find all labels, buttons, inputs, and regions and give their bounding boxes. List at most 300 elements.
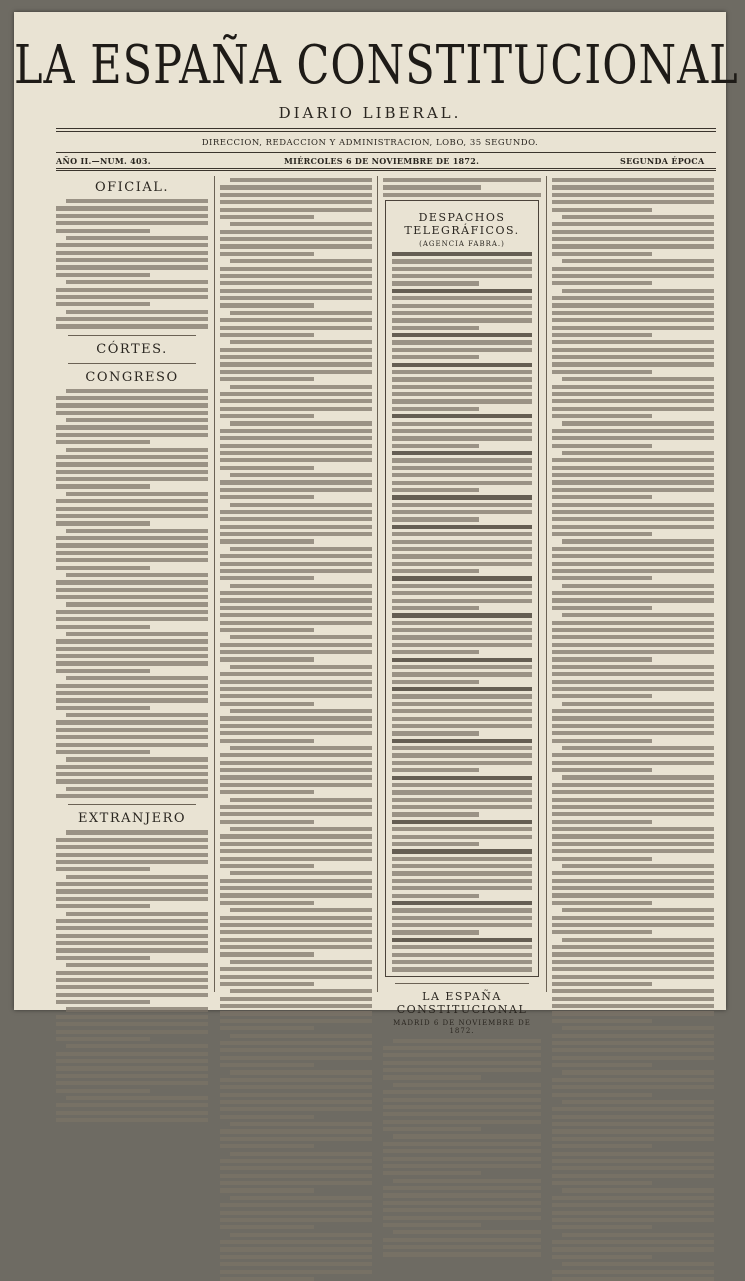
text-line [552,554,714,558]
text-line [220,252,314,256]
text-line [56,985,208,989]
text-line [392,930,479,934]
text-line [56,595,208,599]
text-line [552,997,714,1001]
text-line [392,761,532,765]
text-line [56,971,208,975]
text-line [392,540,532,544]
text-line [220,392,372,396]
text-line [392,591,532,595]
text-line [220,1225,314,1229]
text-line [220,1137,372,1141]
text-line [552,893,714,897]
text-line [220,1277,314,1281]
text-line [552,326,714,330]
text-line [392,672,532,676]
text-line [66,418,208,422]
text-line [56,1000,150,1004]
text-line [230,311,372,315]
text-line [392,776,532,780]
text-line [562,1026,714,1030]
text-line [552,871,714,875]
article-oficial [56,199,208,329]
text-line [392,923,532,927]
text-line [56,470,208,474]
text-line [552,635,714,639]
text-line [383,1090,541,1094]
text-line [230,1070,372,1074]
text-line [392,606,479,610]
text-line [220,1240,372,1244]
text-line [56,1022,208,1026]
column-3 [383,174,541,1035]
text-line [392,311,532,315]
text-line [562,539,714,543]
text-line [220,510,372,514]
text-line [552,340,714,344]
masthead-subtitle: DIARIO LIBERAL. [278,104,462,122]
text-line [552,274,714,278]
text-line [56,853,208,857]
text-line [392,739,532,743]
text-line [220,458,372,462]
issue-epoch: SEGUNDA ÉPOCA [620,156,705,166]
text-line [220,348,372,352]
text-line [66,602,208,606]
text-line [392,422,532,426]
text-line [552,414,652,418]
text-line [220,429,372,433]
text-line [392,901,532,905]
text-line [220,362,372,366]
text-line [220,680,372,684]
text-line [220,237,372,241]
section-heading-despachos: DESPACHOS TELEGRÁFICOS. [404,210,520,237]
text-line [552,606,652,610]
text-line [392,849,532,853]
dateline-rule-bottom [56,168,716,169]
text-line [56,1111,208,1115]
text-line [552,1240,714,1244]
text-line [66,448,208,452]
text-line [56,462,208,466]
text-line [220,318,372,322]
text-line [392,687,532,691]
text-line [383,1216,541,1220]
text-line [552,444,652,448]
text-line [552,1174,714,1178]
text-line [392,385,532,389]
text-line [56,588,208,592]
text-line [220,1166,372,1170]
text-line [220,702,314,706]
text-line [220,495,314,499]
section-heading-cortes: CÓRTES. [96,341,168,357]
text-line [220,230,372,234]
text-line [392,635,532,639]
text-line [552,1048,714,1052]
text-line [220,886,372,890]
text-line [66,280,208,284]
article-congreso [56,389,208,799]
text-line [220,200,372,204]
text-line [56,324,208,328]
text-line [56,867,150,871]
text-line [392,871,532,875]
text-line [552,1166,714,1170]
text-line [220,444,372,448]
text-line [383,1061,541,1065]
text-line [552,407,714,411]
text-line [392,812,479,816]
text-line [552,857,652,861]
text-line [552,1159,714,1163]
text-line [220,650,372,654]
text-line [552,385,714,389]
text-line [383,1105,541,1109]
text-line [552,716,714,720]
text-line [56,265,208,269]
text-line [56,396,208,400]
text-line [562,908,714,912]
text-line [230,178,372,182]
text-line [56,1118,208,1122]
text-line [220,952,314,956]
section-heading-extranjero: EXTRANJERO [77,811,187,827]
text-line [56,295,208,299]
text-line [230,259,372,263]
column-separator [546,176,547,992]
text-line [383,1149,541,1153]
text-line [562,289,714,293]
text-line [562,1188,714,1192]
text-line [552,1247,714,1251]
text-line [220,812,372,816]
text-line [220,274,372,278]
text-line [392,731,479,735]
text-line [220,185,372,189]
text-line [552,318,714,322]
text-line [220,488,372,492]
text-line [56,625,150,629]
text-line [56,543,208,547]
text-line [552,311,714,315]
text-line [552,687,714,691]
text-line [552,510,714,514]
text-line [383,1068,541,1072]
text-line [220,466,314,470]
text-line [552,621,714,625]
text-line [552,916,714,920]
text-line [552,576,652,580]
text-line [56,941,208,945]
text-line [220,1063,314,1067]
text-line [562,584,714,588]
text-line [220,982,314,986]
text-line [552,1041,714,1045]
text-line [552,930,652,934]
text-line [552,466,714,470]
text-line [552,834,714,838]
text-line [393,1134,541,1138]
text-line [562,775,714,779]
text-line [56,617,208,621]
text-line [220,1107,372,1111]
text-line [392,709,532,713]
text-line [220,303,314,307]
text-line [56,514,208,518]
text-line [552,1107,714,1111]
text-line [552,650,714,654]
text-line [392,318,532,322]
text-line [552,879,714,883]
text-line [220,724,372,728]
text-line [552,790,714,794]
text-line [220,1270,372,1274]
text-line [220,532,372,536]
text-line [230,584,372,588]
text-line [552,185,714,189]
column-separator [214,176,215,992]
text-line [220,1174,372,1178]
text-line [230,340,372,344]
text-line [56,639,208,643]
text-line [220,739,314,743]
text-line [552,1122,714,1126]
text-line [220,267,372,271]
text-line [56,720,208,724]
text-line [552,252,652,256]
text-line [552,1225,652,1229]
text-line [383,185,481,189]
text-line [552,923,714,927]
text-line [392,503,532,507]
agency-label: (AGENCIA FABRA.) [419,239,505,248]
text-line [56,1037,150,1041]
text-line [552,783,714,787]
text-line [56,743,208,747]
text-line [383,1053,541,1057]
text-line [552,1063,652,1067]
text-line [552,672,714,676]
text-line [392,665,532,669]
text-line [552,886,714,890]
text-line [56,904,150,908]
text-line [220,1048,372,1052]
text-line [392,466,532,470]
text-line [552,569,714,573]
text-line [552,798,714,802]
text-line [552,547,714,551]
text-line [383,1098,541,1102]
text-line [552,488,714,492]
text-line [220,606,372,610]
text-line [220,805,372,809]
text-line [392,252,532,256]
text-line [392,658,532,662]
text-line [383,1120,541,1124]
text-line [552,1093,652,1097]
text-line [220,1085,372,1089]
text-line [392,333,532,337]
text-line [392,820,532,824]
text-line [383,1208,541,1212]
text-line [552,480,714,484]
section-heading-congreso: CONGRESO [85,369,179,385]
text-line [230,222,372,226]
text-line [383,1171,481,1175]
text-line [383,1046,541,1050]
text-line [392,908,532,912]
text-line [220,849,372,853]
text-line [392,414,532,418]
text-line [392,945,532,949]
text-line [220,598,372,602]
text-line [392,348,532,352]
text-line [56,1081,208,1085]
text-line [220,857,372,861]
text-line [552,1255,652,1259]
text-line [552,827,714,831]
article-extranjero [56,830,208,1122]
text-line [383,1223,481,1227]
text-line [552,901,652,905]
text-line [552,517,714,521]
text-line [552,1203,714,1207]
telegraph-dispatches [392,252,532,972]
text-line [562,864,714,868]
text-line [392,296,532,300]
text-line [56,558,208,562]
text-line [552,244,714,248]
text-line [562,377,714,381]
editorial-dateline: MADRID 6 DE NOVIEMBRE DE 1872. [393,1018,531,1035]
text-line [392,694,532,698]
text-line [220,923,372,927]
text-line [552,761,714,765]
text-line [392,363,532,367]
text-line [552,665,714,669]
text-line [230,1196,372,1200]
text-line [392,569,479,573]
text-line [220,562,372,566]
text-line [66,757,208,761]
text-line [56,455,208,459]
text-line [392,326,479,330]
text-line [56,580,208,584]
text-line [56,1103,208,1107]
text-line [66,389,208,393]
text-line [220,576,314,580]
text-line [220,731,372,735]
text-line [552,1085,714,1089]
text-line [552,952,714,956]
text-line [392,377,532,381]
text-line [552,1019,652,1023]
text-line [552,694,652,698]
text-line [392,510,532,514]
text-line [220,643,372,647]
divider [395,983,529,984]
text-line [220,1041,372,1045]
text-line [552,208,652,212]
column-2 [220,174,372,994]
text-line [230,421,372,425]
text-line [220,569,372,573]
text-line [56,779,208,783]
text-line [392,960,532,964]
text-line [552,355,714,359]
column-1 [56,174,208,994]
text-line [220,694,372,698]
text-line [392,702,532,706]
text-line [56,1052,208,1056]
text-line [552,237,714,241]
text-line [230,871,372,875]
text-line [230,746,372,750]
text-line [392,584,532,588]
text-line [220,716,372,720]
text-line [392,613,532,617]
text-line [230,798,372,802]
text-line [56,765,208,769]
text-line [230,989,372,993]
text-line [56,897,208,901]
divider [68,335,196,336]
text-line [220,945,372,949]
text-line [220,1093,372,1097]
text-line [392,444,479,448]
text-line [383,1075,481,1079]
text-line [56,499,208,503]
text-line [56,521,150,525]
text-line [56,956,150,960]
text-line [56,772,208,776]
text-line [552,1004,714,1008]
text-line [56,507,208,511]
text-line [552,1181,652,1185]
text-line [220,628,314,632]
text-line [56,1030,208,1034]
text-line [552,399,714,403]
text-line [552,849,714,853]
text-line [220,289,372,293]
text-line [552,657,652,661]
text-line [56,214,208,218]
text-line [56,411,208,415]
text-line [392,643,532,647]
text-line [392,783,532,787]
telegraph-box [385,200,539,977]
text-line [230,1034,372,1038]
text-line [392,495,532,499]
text-line [552,200,714,204]
text-line [56,647,208,651]
text-line [552,222,714,226]
text-line [552,281,652,285]
masthead-rule [56,131,716,132]
text-line [552,598,714,602]
text-line [552,1129,714,1133]
text-line [66,912,208,916]
text-line [220,1203,372,1207]
text-line [552,1056,714,1060]
text-line [220,768,372,772]
text-line [56,661,208,665]
text-line [552,643,714,647]
text-line [66,632,208,636]
text-line [220,657,314,661]
